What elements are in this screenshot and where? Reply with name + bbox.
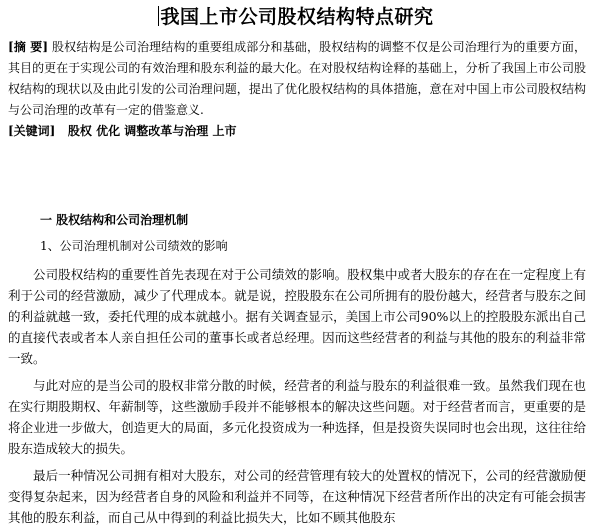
title-wrapper bbox=[158, 4, 433, 30]
abstract-text: 股权结构是公司治理结构的重要组成部分和基础，股权结构的调整不仅是公司治理行为的重要方面，其目的更在于实现公司的有效治理和股东利益的最大化。在对股权结构诠释的基础上，分析了我国上市公司股权结构的现状以及由此引发的公司治理问题，提出了优化股权结构的具体措施，意在对中国上市公司股权结构与公司治理的改革有一定的借鉴意义. bbox=[8, 40, 586, 117]
abstract bbox=[8, 37, 586, 121]
title-text: 我国上市公司股权结构特点研究 bbox=[160, 6, 434, 28]
document-title bbox=[0, 4, 592, 30]
keywords-label: [关键词] bbox=[8, 124, 56, 138]
keywords bbox=[8, 121, 586, 141]
body-paragraph-1: 公司股权结构的重要性首先表现在对于公司绩效的影响。股权集中或者大股东的存在在一定程度上有利于公司的经营激励，减少了代理成本。就是说，控股股东在公司所拥有的股份越大，经营者与股东之间的利益就越一致，委托代理的成本就越小。据有关调查显示，美国上市公司90%以上的控股股东派出自己的直接代表或者本人亲自担任公司的董事长或者总经理。因而这些经营者的利益与其他的股东的利益非常一致。 bbox=[8, 267, 586, 366]
subsection-heading: 1、公司治理机制对公司绩效的影响 bbox=[40, 239, 228, 253]
body-paragraph-2: 与此对应的是当公司的股权非常分散的时候，经营者的利益与股东的利益很难一致。虽然我们现在也在实行期股期权、年薪制等，这些激励手段并不能够根本的解决这些问题。对于经营者而言，更重要的是将企业进一步做大，创造更大的局面，多元化投资成为一种选择，但是投资失误同时也会出现，这往往给股东造成较大的损失。 bbox=[8, 378, 586, 456]
keywords-text: 股权 优化 调整改革与治理 上市 bbox=[67, 124, 237, 138]
section-heading: 一 股权结构和公司治理机制 bbox=[40, 213, 189, 227]
abstract-label: [摘 要] bbox=[8, 40, 49, 54]
body-paragraph-3: 最后一种情况公司拥有相对大股东，对公司的经营管理有较大的处置权的情况下，公司的经营激励便变得复杂起来，因为经营者自身的风险和利益并不同等，在这种情况下经营者所作出的决定有可能会损害其他的股东利益，而自己从中得到的利益比损失大，比如不顾其他股东 bbox=[8, 468, 586, 525]
